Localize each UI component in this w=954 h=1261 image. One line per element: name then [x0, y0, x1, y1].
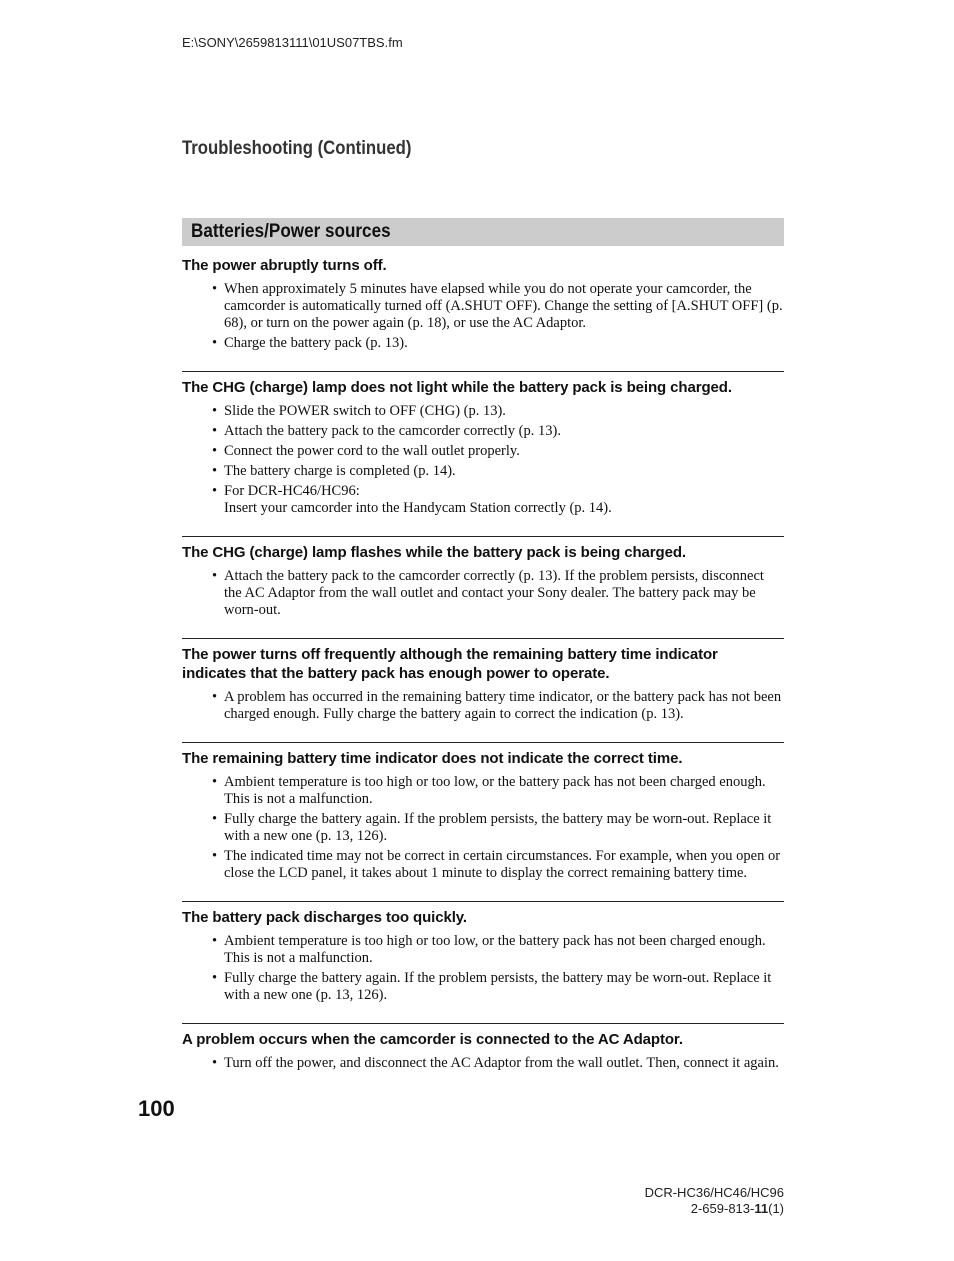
- solution-item: • Slide the POWER switch to OFF (CHG) (p. 13).: [182, 403, 784, 420]
- solution-item: • Fully charge the battery again. If the problem persists, the battery may be worn-out. Replace it with a new one (p. 13, 126).: [182, 811, 784, 845]
- solution-list: [182, 1055, 784, 1072]
- solution-list: [182, 403, 784, 517]
- solution-list: [182, 568, 784, 619]
- page-title: Troubleshooting (Continued): [182, 138, 412, 159]
- solution-item: • Turn off the power, and disconnect the AC Adaptor from the wall outlet. Then, connect it again.: [182, 1055, 784, 1072]
- section-title: Batteries/Power sources: [191, 221, 391, 242]
- solution-item: • A problem has occurred in the remaining battery time indicator, or the battery pack has not been charged enough. Fully charge the battery again to correct the indication (p. 13).: [182, 689, 784, 723]
- solution-item: • Charge the battery pack (p. 13).: [182, 335, 784, 352]
- problem-block: [182, 638, 784, 742]
- problem-list: [182, 256, 784, 1091]
- solution-list: [182, 689, 784, 723]
- footer: [645, 1185, 784, 1217]
- solution-item: • Connect the power cord to the wall outlet properly.: [182, 443, 784, 460]
- solution-item: • Attach the battery pack to the camcorder correctly (p. 13).: [182, 423, 784, 440]
- problem-question: The CHG (charge) lamp does not light while the battery pack is being charged.: [182, 379, 732, 396]
- solution-list: [182, 933, 784, 1004]
- document-code-suffix: (1): [768, 1201, 784, 1216]
- problem-question: The power turns off frequently although the remaining battery time indicator indicates that the battery pack has enough power to operate.: [182, 646, 718, 682]
- problem-block: [182, 371, 784, 536]
- solution-item: • Ambient temperature is too high or too low, or the battery pack has not been charged enough. This is not a malfunction.: [182, 933, 784, 967]
- file-path: E:\SONY\2659813111\01US07TBS.fm: [182, 35, 403, 50]
- solution-item: • The battery charge is completed (p. 14).: [182, 463, 784, 480]
- problem-question: The power abruptly turns off.: [182, 257, 387, 274]
- problem-question: The CHG (charge) lamp flashes while the battery pack is being charged.: [182, 544, 686, 561]
- problem-question: The battery pack discharges too quickly.: [182, 909, 467, 926]
- document-code-prefix: 2-659-813-: [690, 1201, 755, 1216]
- document-code: [645, 1201, 784, 1217]
- solution-item: • When approximately 5 minutes have elapsed while you do not operate your camcorder, the camcorder is automatically turned off (A.SHUT OFF). Change the setting of [A.SHUT OFF] (p. 68), or turn on the power again (p. 18), or use the AC Adaptor.: [182, 281, 784, 332]
- solution-item: • For DCR-HC46/HC96: Insert your camcorder into the Handycam Station correctly (p. 14).: [182, 483, 784, 517]
- page-number: 100: [138, 1096, 175, 1121]
- problem-question: A problem occurs when the camcorder is connected to the AC Adaptor.: [182, 1031, 683, 1048]
- model-number: DCR-HC36/HC46/HC96: [644, 1185, 784, 1200]
- problem-question: The remaining battery time indicator does not indicate the correct time.: [182, 750, 683, 767]
- problem-block: [182, 1023, 784, 1091]
- solution-list: [182, 774, 784, 882]
- solution-item: • Fully charge the battery again. If the problem persists, the battery may be worn-out. Replace it with a new one (p. 13, 126).: [182, 970, 784, 1004]
- solution-list: [182, 281, 784, 352]
- problem-block: [182, 742, 784, 901]
- solution-item: • The indicated time may not be correct in certain circumstances. For example, when you open or close the LCD panel, it takes about 1 minute to display the correct remaining battery time.: [182, 848, 784, 882]
- problem-block: [182, 901, 784, 1023]
- problem-block: [182, 256, 784, 371]
- document-code-revision: 11: [754, 1201, 769, 1216]
- problem-block: [182, 536, 784, 638]
- section-header: [182, 218, 784, 246]
- solution-item: • Ambient temperature is too high or too low, or the battery pack has not been charged enough. This is not a malfunction.: [182, 774, 784, 808]
- solution-item: • Attach the battery pack to the camcorder correctly (p. 13). If the problem persists, disconnect the AC Adaptor from the wall outlet and contact your Sony dealer. The battery pack may be worn-out.: [182, 568, 784, 619]
